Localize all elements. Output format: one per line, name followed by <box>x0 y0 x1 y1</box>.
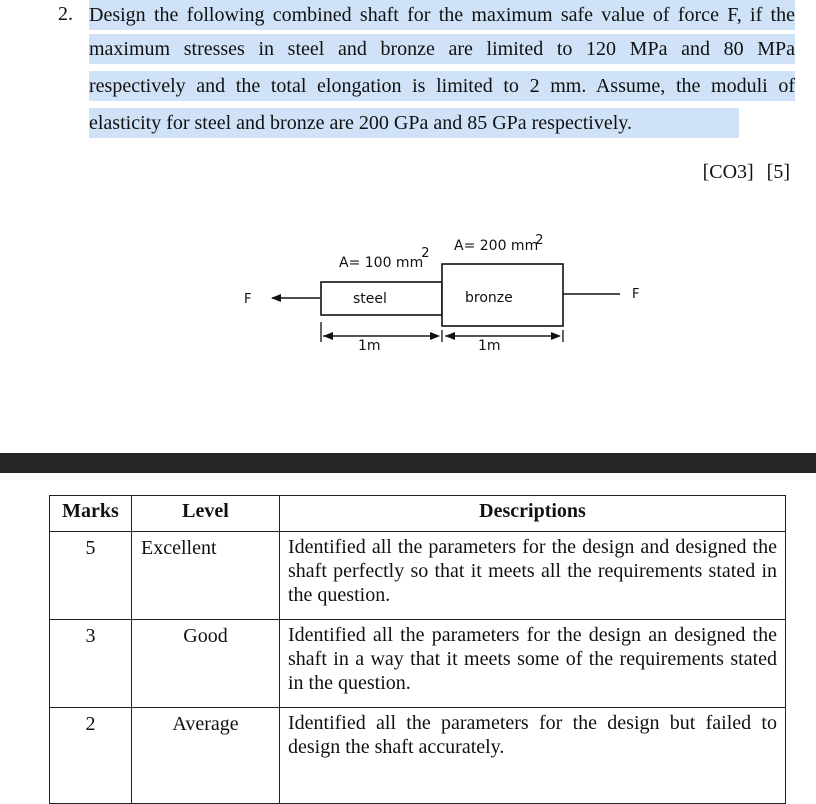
row-level: Average <box>132 708 280 804</box>
bronze-label: bronze <box>465 290 513 306</box>
row-marks: 5 <box>50 532 132 620</box>
question-number: 2. <box>58 3 73 25</box>
question-line-3: respectively and the total elongation is limited to 2 mm. Assume, the moduli of <box>89 71 795 101</box>
row-description: Identified all the parameters for the design and designed the shaft perfectly so that it meets all the requirements stated in the question. <box>280 532 786 620</box>
row-description: Identified all the parameters for the design but failed to design the shaft accurately. <box>280 708 786 804</box>
steel-length-label: 1m <box>358 338 381 354</box>
table-row <box>50 708 786 804</box>
outcome-and-marks <box>703 161 790 183</box>
table-row <box>50 620 786 708</box>
rubric-header-row <box>50 496 786 532</box>
steel-label: steel <box>353 291 387 307</box>
header-level: Level <box>132 496 280 532</box>
bronze-length-label: 1m <box>478 338 501 354</box>
table-row <box>50 532 786 620</box>
steel-area-label: A= 100 mm2 <box>339 246 430 271</box>
page-divider <box>0 453 816 473</box>
co-tag: [CO3] <box>702 161 754 183</box>
shaft-diagram <box>230 226 640 366</box>
header-marks: Marks <box>50 496 132 532</box>
question-line-1: Design the following combined shaft for the maximum safe value of force F, if the <box>89 0 795 30</box>
question-line-4: elasticity for steel and bronze are 200 GPa and 85 GPa respectively. <box>89 108 739 138</box>
row-marks: 2 <box>50 708 132 804</box>
bronze-area-label: A= 200 mm2 <box>454 233 544 254</box>
marks-tag: [5] <box>766 161 790 183</box>
row-marks: 3 <box>50 620 132 708</box>
force-left-label: F <box>244 292 252 307</box>
row-level: Excellent <box>132 532 280 620</box>
row-description: Identified all the parameters for the design an designed the shaft in a way that it meets some of the requirements stated in the question. <box>280 620 786 708</box>
row-level: Good <box>132 620 280 708</box>
question-line-2: maximum stresses in steel and bronze are limited to 120 MPa and 80 MPa <box>89 34 795 64</box>
header-descriptions: Descriptions <box>280 496 786 532</box>
rubric-table <box>49 495 786 804</box>
force-right-label: F <box>632 287 640 302</box>
